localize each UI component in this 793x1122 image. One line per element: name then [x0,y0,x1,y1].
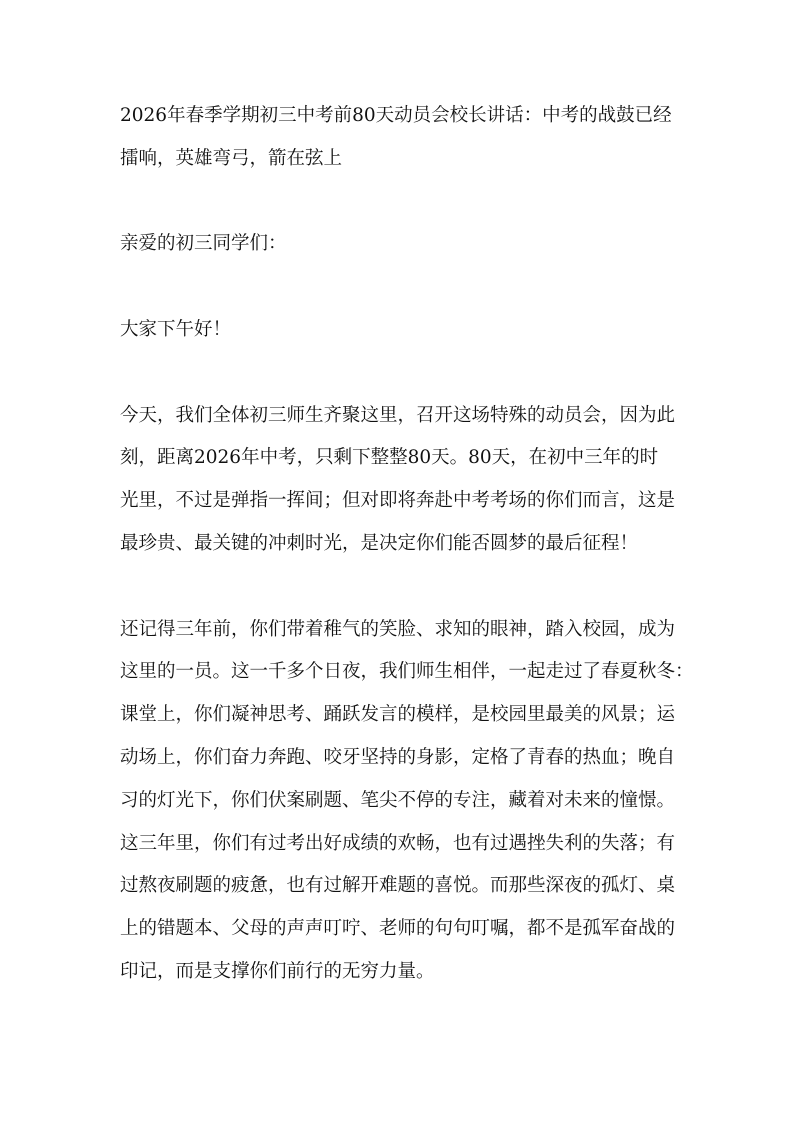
blank-line [120,352,680,395]
paragraph-line: 今天，我们全体初三师生齐聚这里，召开这场特殊的动员会，因为此 [120,404,676,426]
paragraph-line: 这三年里，你们有过考出好成绩的欢畅，也有过遇挫失利的失落；有 [120,832,676,854]
paragraph-line: 过熬夜刷题的疲惫，也有过解开难题的喜悦。而那些深夜的孤灯、桌 [120,875,676,897]
paragraph-2 [120,609,694,994]
blank-line [120,266,680,309]
paragraph-line: 习的灯光下，你们伏案刷题、笔尖不停的专注，藏着对未来的憧憬。 [120,789,676,811]
paragraph-line: 光里，不过是弹指一挥间；但对即将奔赴中考考场的你们而言，这是 [120,490,676,512]
paragraph-line: 上的错题本、父母的声声叮咛、老师的句句叮嘱，都不是孤军奋战的 [120,918,676,940]
paragraph-line: 印记，而是支撑你们前行的无穷力量。 [120,960,435,982]
paragraph-line: 动场上，你们奋力奔跑、咬牙坚持的身影，定格了青春的热血；晚自 [120,746,676,768]
paragraph-line: 最珍贵、最关键的冲刺时光，是决定你们能否圆梦的最后征程！ [120,532,639,554]
title-line: 擂响，英雄弯弓，箭在弦上 [120,147,343,169]
paragraph-line: 课堂上，你们凝神思考、踊跃发言的模样，是校园里最美的风景；运 [120,704,676,726]
paragraph-line: 还记得三年前，你们带着稚气的笑脸、求知的眼神，踏入校园，成为 [120,618,676,640]
paragraph-1 [120,395,680,566]
paragraph-line: 刻，距离2026年中考，只剩下整整80天。80天，在初中三年的时 [120,447,659,469]
title-line: 2026年春季学期初三中考前80天动员会校长讲话：中考的战鼓已经 [120,105,672,126]
blank-line [120,181,680,224]
paragraph-line: 这里的一员。这一千多个日夜，我们师生相伴，一起走过了春夏秋冬： [120,661,694,683]
salutation: 亲爱的初三同学们： [120,233,287,255]
blank-line [120,566,680,609]
document-body [120,95,694,994]
speech-title [120,95,680,181]
greeting: 大家下午好！ [120,318,232,340]
